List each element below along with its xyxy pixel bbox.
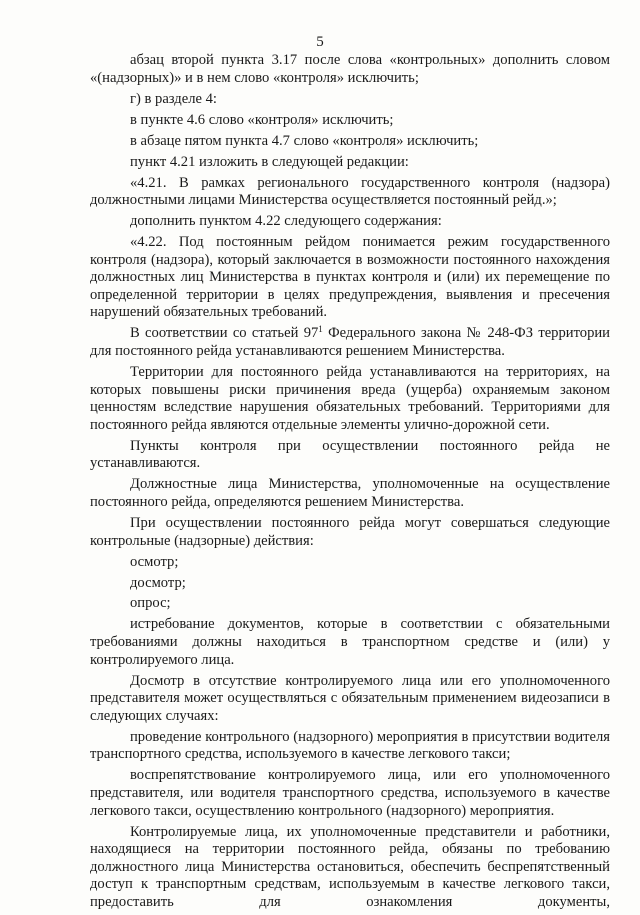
paragraph: пункт 4.21 изложить в следующей редакции: bbox=[130, 153, 409, 170]
paragraph: Территории для постоянного рейда устанавливаются на территориях, на которых повышены риски причинения вреда (ущерба) охраняемым законом ценностям вследствие нарушения обязательных требований. Территориями для постоянного рейда являются отдельные элементы улично-дорожной сети. bbox=[90, 364, 610, 433]
paragraph: проведение контрольного (надзорного) мероприятия в присутствии водителя транспортного средства, используемого в качестве легкового такси; bbox=[90, 728, 610, 763]
paragraph: г) в разделе 4: bbox=[130, 90, 217, 107]
paragraph: в абзаце пятом пункта 4.7 слово «контроля» исключить; bbox=[130, 132, 479, 149]
paragraph: Должностные лица Министерства, уполномоченные на осуществление постоянного рейда, определяются решением Министерства. bbox=[90, 476, 610, 510]
page-number: 5 bbox=[316, 34, 324, 50]
paragraph: «4.21. В рамках регионального государственного контроля (надзора) должностными лицами Министерства осуществляется постоянный рейд.»; bbox=[90, 174, 610, 209]
paragraph: воспрепятствование контролируемого лица, или его уполномоченного представителя, или водителя транспортного средства, используемого в качестве легкового такси, осуществлению контрольного (надзорного) мероприятия. bbox=[90, 767, 610, 819]
paragraph: абзац второй пункта 3.17 после слова «контрольных» дополнить словом «(надзорных)» и в нем слово «контроля» исключить; bbox=[90, 52, 610, 86]
paragraph: досмотр; bbox=[130, 574, 186, 591]
paragraph: дополнить пунктом 4.22 следующего содержания: bbox=[130, 213, 442, 230]
paragraph: При осуществлении постоянного рейда могут совершаться следующие контрольные (надзорные) действия: bbox=[90, 514, 610, 549]
paragraph-text: Федерального закона № 248-ФЗ территории для постоянного рейда устанавливаются решением Министерства. bbox=[90, 325, 610, 360]
paragraph bbox=[90, 325, 610, 360]
paragraph: Пункты контроля при осуществлении постоянного рейда не устанавливаются. bbox=[90, 437, 610, 472]
paragraph: «4.22. Под постоянным рейдом понимается режим государственного контроля (надзора), который заключается в возможности постоянного нахождения должностных лиц Министерства в пунктах контроля и (или) их перемещение по определенной территории в целях предупреждения, выявления и пресечения нарушений обязательных требований. bbox=[90, 234, 610, 321]
paragraph: Досмотр в отсутствие контролируемого лица или его уполномоченного представителя может осуществляться с обязательным применением видеозаписи в следующих случаях: bbox=[90, 672, 610, 724]
paragraph-text: В соответствии со статьей 97 bbox=[130, 325, 319, 342]
paragraph: осмотр; bbox=[130, 553, 179, 570]
superscript: 1 bbox=[318, 324, 323, 335]
paragraph: опрос; bbox=[130, 595, 171, 612]
paragraph: в пункте 4.6 слово «контроля» исключить; bbox=[130, 111, 394, 128]
document-body bbox=[90, 52, 610, 915]
paragraph: Контролируемые лица, их уполномоченные представители и работники, находящиеся на территории постоянного рейда, обязаны по требованию должностного лица Министерства остановиться, обеспечить беспрепятственный доступ к транспортным средствам, используемым в качестве легкового такси, предоставить для ознакомления документы, bbox=[90, 823, 610, 910]
paragraph: истребование документов, которые в соответствии с обязательными требованиями должны находиться в транспортном средстве и (или) у контролируемого лица. bbox=[90, 616, 610, 668]
